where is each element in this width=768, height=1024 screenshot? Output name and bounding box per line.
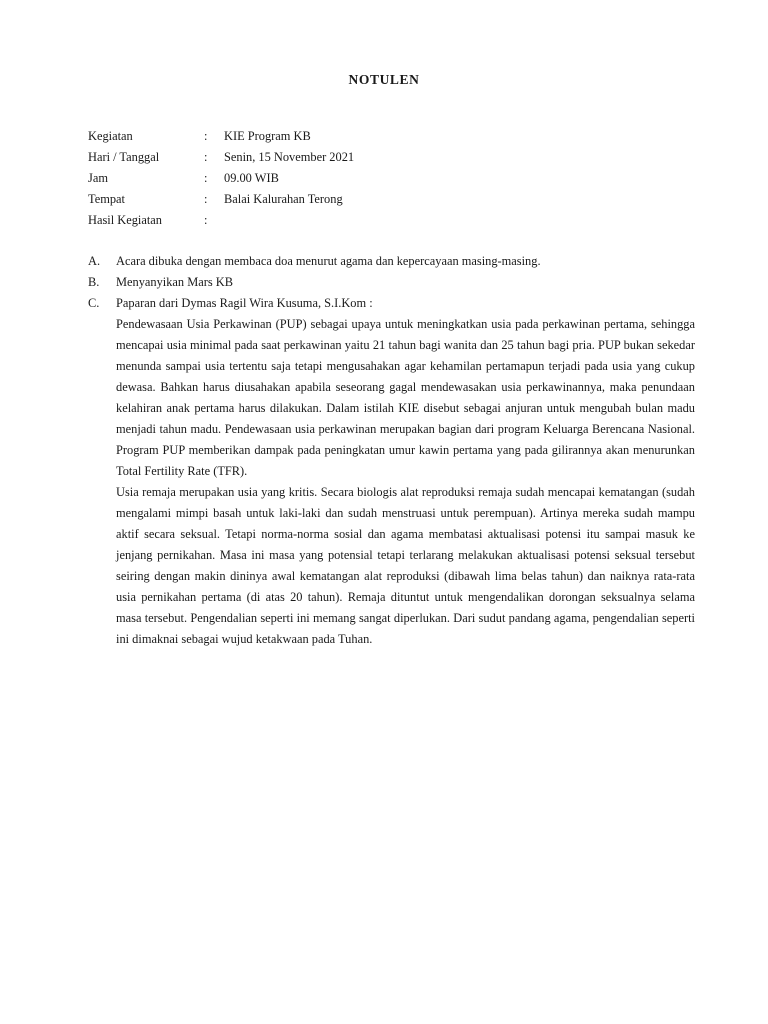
info-value: KIE Program KB	[224, 129, 311, 143]
item-letter: C.	[88, 296, 100, 310]
item-letter: A.	[88, 254, 101, 268]
info-colon: :	[204, 171, 208, 185]
info-row-jam	[88, 168, 688, 189]
info-row-kegiatan	[88, 126, 688, 147]
info-row-tempat	[88, 189, 688, 210]
document-title: NOTULEN	[348, 72, 420, 87]
paragraph-pup: Pendewasaan Usia Perkawinan (PUP) sebagai upaya untuk meningkatkan usia pada perkawinan pertama, sehingga mencapai usia minimal pada saat perkawinan yaitu 21 tahun bagi wanita dan 25 tahun bagi pria. PUP bukan sekedar menunda sampai usia tertentu saja tetapi mengusahakan agar kehamilan pertamapun terjadi pada usia yang cukup dewasa. Bahkan harus diusahakan apabila seseorang gagal mendewasakan usia perkawinannya, maka penundaan kelahiran anak pertama harus dilakukan. Dalam istilah KIE disebut sebagai anjuran untuk mengubah bulan madu menjadi tahun madu. Pendewasaan usia perkawinan merupakan bagian dari program Keluarga Berencana Nasional. Program PUP memberikan dampak pada peningkatan umur kawin pertama yang pada gilirannya akan menurunkan Total Fertility Rate (TFR).	[116, 317, 695, 478]
info-label: Hasil Kegiatan	[88, 213, 162, 227]
info-value: Balai Kalurahan Terong	[224, 192, 343, 206]
info-label: Hari / Tanggal	[88, 150, 160, 164]
agenda-item-a	[88, 251, 695, 272]
item-text: Paparan dari Dymas Ragil Wira Kusuma, S.I.Kom :	[116, 296, 373, 310]
info-colon: :	[204, 213, 208, 227]
info-row-hari-tanggal	[88, 147, 688, 168]
paragraph-usia-remaja: Usia remaja merupakan usia yang kritis. Secara biologis alat reproduksi remaja sudah mencapai kematangan (sudah mengalami mimpi basah untuk laki-laki dan sudah menstruasi untuk perempuan). Artinya mereka sudah mampu aktif secara seksual. Tetapi norma-norma sosial dan agama membatasi aktualisasi potensi itu sampai masuk ke jenjang pernikahan. Masa ini masa yang potensial tetapi terlarang melakukan aktualisasi potensi seksual tersebut seiring dengan makin dininya awal kematangan alat reproduksi (dibawah lima belas tahun) dan naiknya rata-rata usia pernikahan pertama (di atas 20 tahun). Remaja dituntut untuk mengendalikan dorongan seksualnya selama masa tersebut. Pengendalian seperti ini memang sangat diperlukan. Dari sudut pandang agama, pengendalian seperti ini dimaknai sebagai wujud ketakwaan pada Tuhan.	[116, 485, 695, 646]
info-colon: :	[204, 150, 208, 164]
info-colon: :	[204, 192, 208, 206]
info-row-hasil-kegiatan	[88, 210, 688, 231]
item-text: Acara dibuka dengan membaca doa menurut agama dan kepercayaan masing-masing.	[116, 254, 541, 268]
agenda-item-c	[88, 293, 695, 650]
item-text: Menyanyikan Mars KB	[116, 275, 234, 289]
info-value: Senin, 15 November 2021	[224, 150, 355, 164]
agenda-item-b	[88, 272, 695, 293]
meeting-info	[88, 126, 688, 231]
info-label: Tempat	[88, 192, 125, 206]
info-value: 09.00 WIB	[224, 171, 279, 185]
info-label: Jam	[88, 171, 108, 185]
info-label: Kegiatan	[88, 129, 133, 143]
item-letter: B.	[88, 275, 100, 289]
agenda-list	[88, 251, 695, 650]
info-colon: :	[204, 129, 208, 143]
